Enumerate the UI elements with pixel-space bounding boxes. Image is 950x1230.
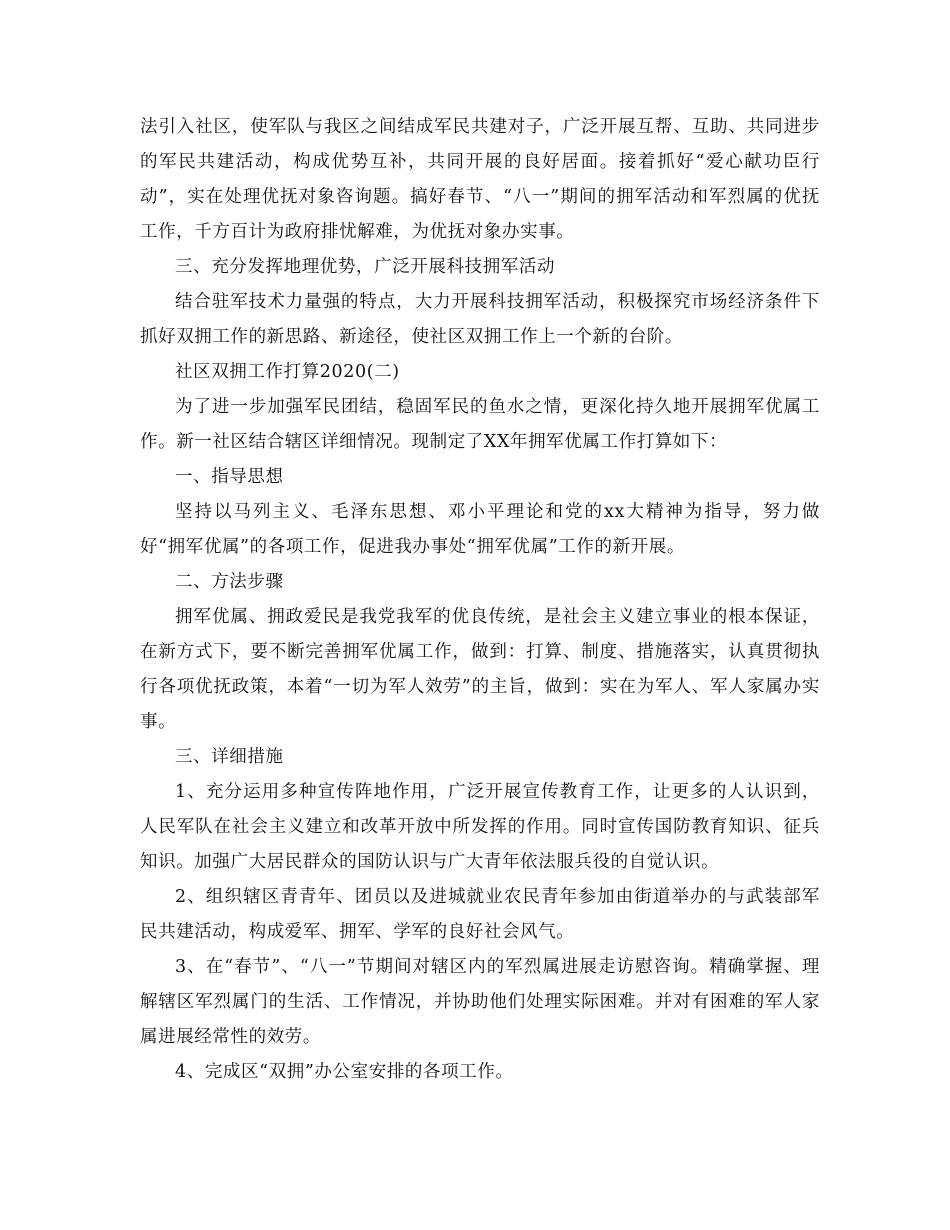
list-item: 3、在“春节”、“八一”节期间对辖区内的军烈属进展走访慰咨询。精确掌握、理解辖区军烈属门的生活、工作情况，并协助他们处理实际困难。并对有困难的军人家属进展经常性的效劳。 xyxy=(140,957,820,1047)
list-item: 4、完成区“双拥”办公室安排的各项工作。 xyxy=(175,1062,514,1082)
document-body xyxy=(140,110,820,1090)
list-item: 1、充分运用多种宣传阵地作用，广泛开展宣传教育工作，让更多的人认识到，人民军队在社会主义建立和改革开放中所发挥的作用。同时宣传国防教育知识、征兵知识。加强广大居民群众的国防认识与广大青年依法服兵役的自觉认识。 xyxy=(140,782,820,872)
paragraph: 拥军优属、拥政爱民是我党我军的优良传统，是社会主义建立事业的根本保证，在新方式下，要不断完善拥军优属工作，做到：打算、制度、措施落实，认真贯彻执行各项优抚政策，本着“一切为军人效劳”的主旨，做到：实在为军人、军人家属办实事。 xyxy=(140,607,820,732)
list-item: 2、组织辖区青青年、团员以及进城就业农民青年参加由街道举办的与武装部军民共建活动，构成爱军、拥军、学军的良好社会风气。 xyxy=(140,887,820,942)
section-heading: 一、指导思想 xyxy=(175,467,284,487)
section-heading: 二、方法步骤 xyxy=(175,572,284,592)
paragraph: 为了进一步加强军民团结，稳固军民的鱼水之情，更深化持久地开展拥军优属工作。新一社区结合辖区详细情况。现制定了XX年拥军优属工作打算如下： xyxy=(140,397,820,452)
section-heading: 三、详细措施 xyxy=(175,747,284,767)
paragraph: 坚持以马列主义、毛泽东思想、邓小平理论和党的xx大精神为指导，努力做好“拥军优属”的各项工作，促进我办事处“拥军优属”工作的新开展。 xyxy=(140,502,820,557)
document-title: 社区双拥工作打算2020(二) xyxy=(175,362,400,382)
paragraph: 结合驻军技术力量强的特点，大力开展科技拥军活动，积极探究市场经济条件下抓好双拥工作的新思路、新途径，使社区双拥工作上一个新的台阶。 xyxy=(140,292,820,347)
paragraph: 法引入社区，使军队与我区之间结成军民共建对子，广泛开展互帮、互助、共同进步的军民共建活动，构成优势互补，共同开展的良好居面。接着抓好“爱心献功臣行动”，实在处理优抚对象咨询题。搞好春节、“八一”期间的拥军活动和军烈属的优抚工作，千方百计为政府排忧解难，为优抚对象办实事。 xyxy=(140,117,820,242)
section-heading: 三、充分发挥地理优势，广泛开展科技拥军活动 xyxy=(175,257,556,277)
